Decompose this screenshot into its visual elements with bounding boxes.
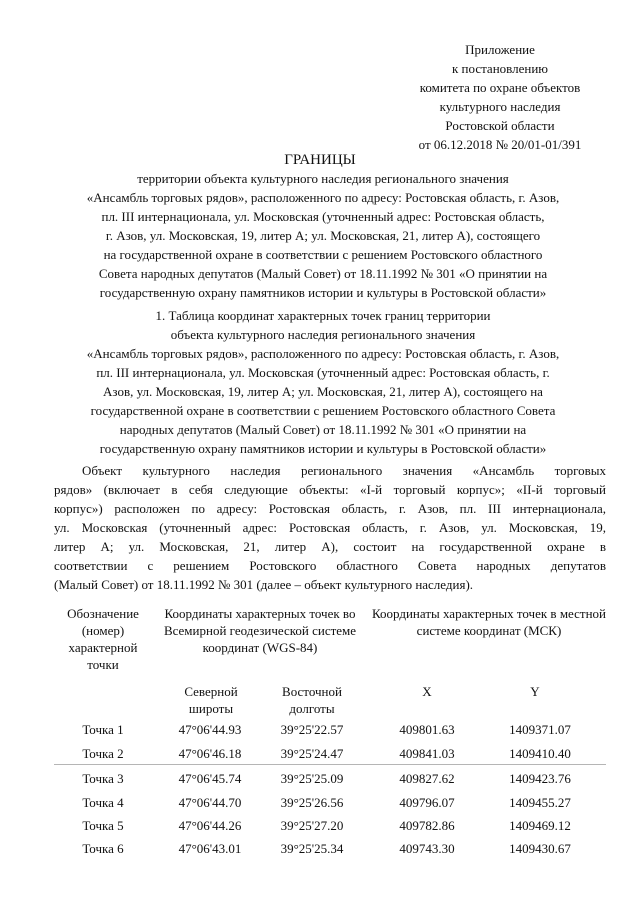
subtitle-line: г. Азов, ул. Московская, 19, литер А; ул. Московская, 21, литер А), состоящего [105, 228, 541, 243]
table-row [54, 794, 606, 814]
appendix-line: к постановлению [451, 61, 549, 76]
point-longitude: 39°25'26.56 [280, 795, 344, 810]
point-longitude: 39°25'25.09 [280, 771, 344, 786]
point-name: Точка 2 [82, 746, 124, 761]
section-title-line: государственной охране в соответствии с решением Ростовского областного Совета [90, 403, 556, 418]
point-x: 409801.63 [399, 722, 455, 737]
paragraph-line: соответствии с решением Ростовского областного Совета народных депутатов [54, 558, 606, 573]
table-divider [54, 764, 606, 765]
section-title-line: государственную охрану памятников истории и культуры в Ростовской области» [99, 441, 547, 456]
point-y: 1409430.67 [509, 841, 571, 856]
table-row [54, 745, 606, 765]
point-x: 409827.62 [399, 771, 455, 786]
point-latitude: 47°06'43.01 [178, 841, 242, 856]
point-latitude: 47°06'44.26 [178, 818, 242, 833]
point-y: 1409455.27 [509, 795, 571, 810]
paragraph-line: Объект культурного наследия регионального значения «Ансамбль торговых [82, 463, 606, 478]
point-latitude: 47°06'45.74 [178, 771, 242, 786]
point-name: Точка 6 [82, 841, 124, 856]
point-name: Точка 4 [82, 795, 124, 810]
point-longitude: 39°25'25.34 [280, 841, 344, 856]
table-row [54, 770, 606, 790]
subtitle-line: на государственной охране в соответствии с решением Ростовского областного [103, 247, 543, 262]
section-title [40, 306, 606, 458]
section-title-line: объекта культурного наследия регионального значения [170, 327, 476, 342]
paragraph-line: литер А; ул. Московская, 21, литер А), состоит на государственной охране в [54, 539, 606, 554]
header-msk: Координаты характерных точек в местной системе координат (МСК) [372, 606, 607, 638]
description-paragraph [54, 461, 606, 594]
appendix-line: комитета по охране объектов [419, 80, 581, 95]
table-row [54, 817, 606, 837]
point-x: 409841.03 [399, 746, 455, 761]
point-y: 1409469.12 [509, 818, 571, 833]
appendix-line: от 06.12.2018 № 20/01-01/391 [418, 137, 582, 152]
point-x: 409796.07 [399, 795, 455, 810]
document-heading: ГРАНИЦЫ [284, 152, 356, 168]
point-latitude: 47°06'44.93 [178, 722, 242, 737]
subheader-north-latitude: Северной широты [184, 684, 238, 716]
appendix-line: Ростовской области [445, 118, 555, 133]
point-latitude: 47°06'46.18 [178, 746, 242, 761]
subheader-y: Y [530, 684, 540, 699]
section-title-line: Азов, ул. Московская, 19, литер А; ул. Московская, 21, литер А), состоящего на [103, 384, 543, 399]
point-latitude: 47°06'44.70 [178, 795, 242, 810]
point-name: Точка 5 [82, 818, 124, 833]
subheader-east-longitude: Восточной долготы [282, 684, 342, 716]
point-y: 1409410.40 [509, 746, 571, 761]
subtitle-line: территории объекта культурного наследия регионального значения [137, 171, 509, 186]
point-y: 1409423.76 [509, 771, 571, 786]
subtitle-line: пл. III интернационала, ул. Московская (уточненный адрес: Ростовская область, [101, 209, 545, 224]
section-title-line: 1. Таблица координат характерных точек границ территории [155, 308, 491, 323]
paragraph-line: рядов» (включает в себя следующие объекты: «I-й торговый корпус»; «II-й торговый [54, 482, 606, 497]
paragraph-line: ул. Московская (уточненный адрес: Ростовская область, г. Азов, ул. Московская, 19, [54, 520, 606, 535]
point-x: 409743.30 [399, 841, 455, 856]
header-designation: Обозначение (номер) характерной точки [67, 606, 139, 672]
point-y: 1409371.07 [509, 722, 571, 737]
appendix-line: Приложение [465, 42, 535, 57]
subtitle-line: «Ансамбль торговых рядов», расположенного по адресу: Ростовская область, г. Азов, [86, 190, 560, 205]
table-row [54, 840, 606, 860]
point-x: 409782.86 [399, 818, 455, 833]
header-wgs84: Координаты характерных точек во Всемирной геодезической системе координат (WGS-84) [163, 606, 357, 655]
section-title-line: «Ансамбль торговых рядов», расположенного по адресу: Ростовская область, г. Азов, [86, 346, 560, 361]
point-longitude: 39°25'22.57 [280, 722, 344, 737]
paragraph-line: (Малый Совет) от 18.11.1992 № 301 (далее – объект культурного наследия). [54, 577, 474, 592]
appendix-block [395, 40, 605, 154]
point-name: Точка 3 [82, 771, 124, 786]
subtitle-line: Совета народных депутатов (Малый Совет) от 18.11.1992 № 301 «О принятии на [98, 266, 548, 281]
section-title-line: пл. III интернационала, ул. Московская (уточненный адрес: Ростовская область, г. [96, 365, 550, 380]
point-longitude: 39°25'24.47 [280, 746, 344, 761]
subheader-x: X [422, 684, 432, 699]
paragraph-line: корпус») расположен по адресу: Ростовская область, г. Азов, пл. III интернационала, [54, 501, 606, 516]
section-title-line: народных депутатов (Малый Совет) от 18.11.1992 № 301 «О принятии на [119, 422, 527, 437]
subtitle-line: государственную охрану памятников истории и культуры в Ростовской области» [99, 285, 547, 300]
document-subtitle [40, 169, 606, 302]
point-name: Точка 1 [82, 722, 124, 737]
table-row [54, 721, 606, 741]
point-longitude: 39°25'27.20 [280, 818, 344, 833]
appendix-line: культурного наследия [439, 99, 561, 114]
